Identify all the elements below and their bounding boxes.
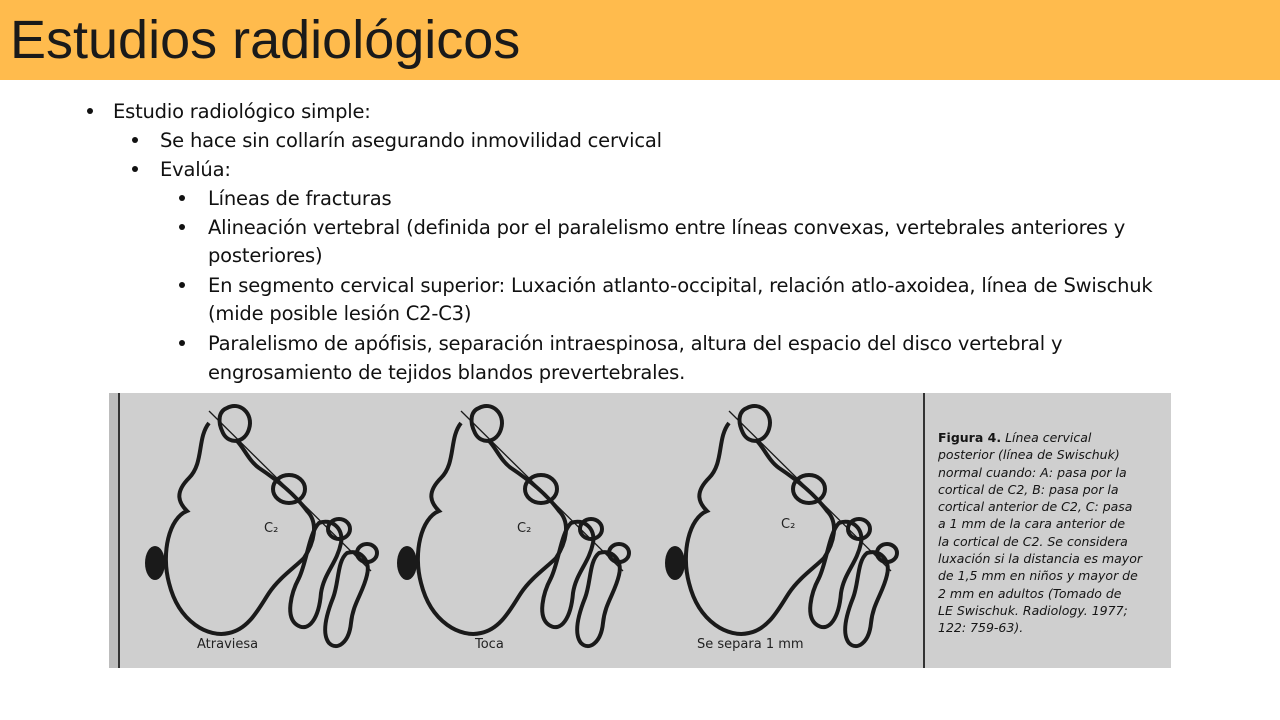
caption-line: 122: 759-63). — [938, 620, 1024, 636]
caption-line: normal cuando: A: pasa por la — [938, 464, 1127, 480]
spine-panel-a — [145, 406, 377, 646]
bullet-level3: Paralelismo de apófisis, separación intraespinosa, altura del espacio del disco vertebral y — [208, 332, 1063, 355]
caption-line: luxación si la distancia es mayor — [938, 551, 1142, 567]
title-bar — [0, 0, 1280, 80]
spine-panel-b — [397, 406, 629, 646]
panel-label-b: Toca — [475, 637, 504, 652]
caption-line: la cortical de C2. Se considera — [938, 533, 1128, 549]
bullet-level3: Alineación vertebral (definida por el paralelismo entre líneas convexas, vertebrales anteriores y — [208, 216, 1126, 239]
bullet-dot — [132, 137, 138, 143]
bullet-level1: Estudio radiológico simple: — [113, 100, 371, 123]
figure-caption — [938, 429, 1158, 637]
panel-label-c: Se separa 1 mm — [697, 637, 804, 652]
bullet-dot — [87, 108, 93, 114]
caption-line: LE Swischuk. Radiology. 1977; — [938, 602, 1128, 618]
bullet-level3: Líneas de fracturas — [208, 187, 392, 210]
bullet-level3: En segmento cervical superior: Luxación atlanto-occipital, relación atlo-axoidea, línea de Swischuk — [208, 274, 1153, 297]
vertebra-label: C₂ — [264, 521, 279, 536]
bullet-dot — [179, 340, 185, 346]
bullet-level3-cont: engrosamiento de tejidos blandos prevertebrales. — [208, 361, 686, 384]
caption-line: Línea cervical — [1005, 430, 1092, 445]
bullet-level3-cont: posteriores) — [208, 244, 323, 267]
bullet-dot — [179, 195, 185, 201]
caption-line: a 1 mm de la cara anterior de — [938, 516, 1126, 532]
bullet-level3-cont: (mide posible lesión C2-C3) — [208, 302, 472, 325]
caption-line: posterior (línea de Swischuk) — [938, 447, 1120, 463]
caption-line: cortical de C2, B: pasa por la — [938, 481, 1119, 497]
bullet-level2: Evalúa: — [160, 158, 231, 181]
caption-figure-label: Figura 4. — [938, 430, 1002, 445]
caption-line: cortical anterior de C2, C: pasa — [938, 499, 1133, 515]
caption-line: de 1,5 mm en niños y mayor de — [938, 568, 1138, 584]
vertebra-label: C₂ — [781, 517, 796, 532]
bullet-dot — [179, 224, 185, 230]
caption-line: 2 mm en adultos (Tomado de — [938, 585, 1122, 601]
page-title: Estudios radiológicos — [10, 10, 521, 70]
vertebra-label: C₂ — [517, 521, 532, 536]
bullet-dot — [179, 282, 185, 288]
swischuk-line-figure — [109, 393, 1171, 668]
panel-label-a: Atraviesa — [197, 637, 259, 652]
bullet-dot — [132, 166, 138, 172]
bullet-level2: Se hace sin collarín asegurando inmovilidad cervical — [160, 129, 662, 152]
